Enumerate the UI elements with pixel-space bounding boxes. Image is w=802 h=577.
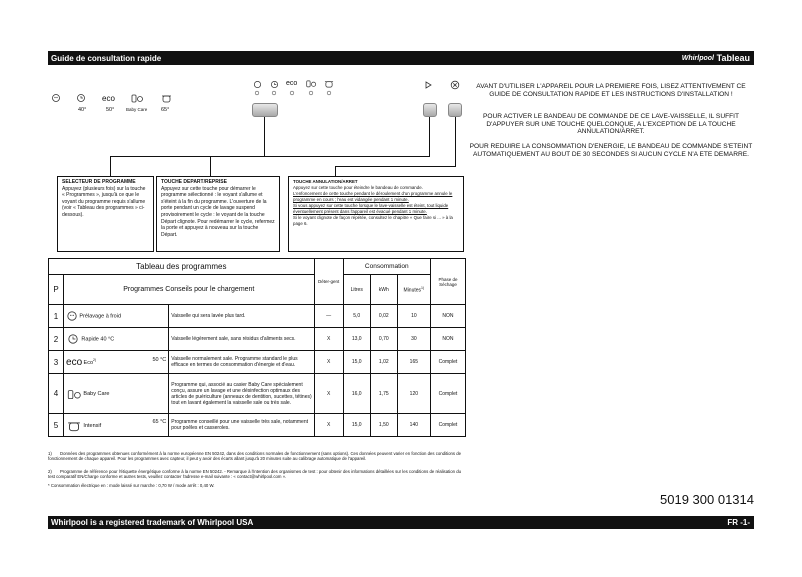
col-detergent: Déter-gent — [314, 259, 343, 305]
connector-line — [210, 156, 430, 157]
row-drying: Complet — [430, 374, 465, 414]
start-text: Appuyez sur cette touche pour démarrer le programme sélectionné : le voyant s'allume et s'éteint à la fin du programme. L'ouverture de la porte pendant un cycle de lavage suspend provisoirement le cycle : le voyant de la touche Départ clignote. Pour redémarrer le cycle, refermez la porte et appuyez à nouveau sur la touche Départ. — [161, 185, 275, 238]
start-title: TOUCHE DEPART/REPRISE — [161, 179, 227, 185]
prewash-icon — [51, 93, 61, 103]
start-info-box — [156, 176, 280, 252]
page-number: FR -1- — [727, 518, 750, 527]
row-litres: 15,0 — [343, 351, 370, 374]
row-minutes: 140 — [397, 414, 430, 437]
cancel-text-2: L'enfoncement de cette touche pendant le déroulement d'un programme annule le programme en cours ; l'eau est vidangée pendant 1 minute. — [293, 191, 453, 202]
section-title: Tableau — [716, 53, 750, 63]
rapid-icon — [76, 93, 86, 103]
connector-line — [455, 117, 456, 167]
connector-line — [429, 117, 430, 157]
panel-right-icons — [250, 78, 350, 98]
row-name: Rapide 40 °C — [81, 336, 115, 343]
table-title: Tableau des programmes — [49, 259, 315, 275]
row-name: Baby Care — [83, 390, 110, 397]
row-drying: Complet — [430, 414, 465, 437]
row-kwh: 0,02 — [370, 305, 397, 328]
row-temp: 50 °C — [152, 356, 167, 363]
col-minutes-sup: 1) — [421, 285, 425, 290]
row-detergent: X — [314, 351, 343, 374]
row-program — [64, 374, 169, 414]
row-drying: Complet — [430, 351, 465, 374]
program-selector-button[interactable] — [252, 103, 278, 117]
row-drying: NON — [430, 305, 465, 328]
row-detergent: X — [314, 328, 343, 351]
cancel-text-1: Appuyez sur cette touche pour éteindre le bandeau de commande. — [293, 185, 423, 190]
program-table — [48, 258, 466, 437]
led-row-icon — [253, 90, 337, 96]
warning-energy: POUR REDUIRE LA CONSOMMATION D'ENERGIE, LE BANDEAU DE COMMANDE S'ETEINT AUTOMATIQUEMENT AU BOUT DE 30 SECONDES SI AUCUN CYCLE N'A ETE DEMARRE. — [469, 143, 753, 158]
row-advice: Programme conseillé pour une vaisselle très sale, notamment pour poêles et casseroles. — [169, 414, 314, 437]
footnote-1-label: 1) — [48, 451, 52, 456]
connector-line — [335, 166, 336, 176]
prewash-icon-small — [253, 80, 262, 89]
play-icon — [423, 80, 433, 90]
row-name-sup: 2) — [93, 357, 97, 362]
warning-first-use: AVANT D'UTILISER L'APPAREIL POUR LA PREMIERE FOIS, LISEZ ATTENTIVEMENT CE GUIDE DE CONSULTATION RAPIDE ET LES INSTRUCTIONS D'INSTALLATION ! — [476, 83, 746, 98]
row-detergent: X — [314, 374, 343, 414]
babycare-icon — [66, 387, 82, 400]
row-minutes: 10 — [397, 305, 430, 328]
col-programs: Programmes Conseils pour le chargement — [64, 275, 315, 305]
table-row — [49, 351, 466, 374]
table-row — [49, 414, 466, 437]
eco-label-small: eco — [286, 80, 298, 87]
header-bar — [48, 51, 754, 65]
cancel-text-3: Si vous appuyez sur cette touche lorsque le lave-vaisselle est éteint, tout liquide éventuellement présent dans l'appareil est évacué pendant 1 minute. — [293, 203, 449, 214]
document-number: 5019 300 01314 — [660, 492, 754, 507]
footnote-3: * Consommation électrique en : mode laissé sur marche : 0,70 W / mode arrêt : 0,40 W. — [48, 483, 215, 488]
temp-label-40: 40° — [78, 107, 87, 113]
start-resume-button[interactable] — [423, 103, 437, 117]
footnote-1-text: Données des programmes obtenues conformément à la norme européenne EN 50242, dans des conditions normales de fonctionnement (sans options). Ces données peuvent varier en fonction des conditions de fonctionnement de chaque appareil. Pour les programmes avec capteur, il peut y avoir des écarts allant jusqu'à 20 minutes suite au calibrage automatique de l'appareil. — [48, 451, 462, 462]
selector-info-box — [57, 176, 154, 252]
panel-left-icons — [48, 90, 188, 120]
col-p: P — [49, 275, 64, 305]
row-name: Prélavage à froid — [79, 313, 122, 320]
trademark-text: Whirlpool is a registered trademark of Whirlpool USA — [51, 518, 254, 527]
row-drying: NON — [430, 328, 465, 351]
row-p: 5 — [49, 414, 64, 437]
row-kwh: 0,70 — [370, 328, 397, 351]
header-title: Guide de consultation rapide — [51, 53, 162, 63]
babycare-icon — [130, 92, 144, 103]
eco-logo: eco — [66, 356, 83, 368]
row-kwh: 1,75 — [370, 374, 397, 414]
row-litres: 13,0 — [343, 328, 370, 351]
connector-line — [264, 117, 265, 157]
table-row — [49, 374, 466, 414]
row-minutes: 165 — [397, 351, 430, 374]
temp-label-65: 65° — [161, 107, 170, 113]
babycare-label: Baby Care — [126, 107, 148, 112]
col-drying: Phase de Séchage — [430, 259, 465, 305]
row-advice: Vaisselle qui sera lavée plus tard. — [169, 305, 314, 328]
row-advice: Programme qui, associé au casier Baby Care spécialement conçu, assure un lavage et une désinfection optimaux des articles de puériculture (anneaux de dentition, sucettes, tétines) tout en lavant également la vaisselle sale ou très sale. — [169, 374, 314, 414]
connector-line — [335, 166, 456, 167]
cancel-text-4: Si le voyant clignote de façon répétée, consultez le chapitre « Que faire si ... » à la page 6. — [293, 215, 453, 226]
warning-activate: POUR ACTIVER LE BANDEAU DE COMMANDE DE CE LAVE-VAISSELLE, IL SUFFIT D'APPUYER SUR UNE TOUCHE QUELCONQUE, A L'EXCEPTION DE LA TOUCHE ANNULATION/ARRET. — [483, 113, 739, 136]
intensive-icon — [161, 93, 172, 103]
row-program — [64, 305, 169, 328]
footer-bar — [48, 516, 754, 529]
footnote-2-label: 2) — [48, 469, 52, 474]
row-advice: Vaisselle légèrement sale, sans résidus d'aliments secs. — [169, 328, 314, 351]
intensive-icon — [66, 419, 82, 432]
intensive-icon-small — [324, 79, 334, 88]
col-minutes-label: Minutes — [403, 287, 422, 294]
table-row — [49, 305, 466, 328]
prewash-icon — [66, 310, 78, 322]
row-temp: 65 °C — [152, 418, 167, 425]
cancel-info-box — [288, 176, 464, 252]
col-kwh: kWh — [370, 275, 397, 305]
rapid-icon-small — [270, 80, 279, 89]
col-consumption: Consommation — [343, 259, 430, 275]
row-p: 1 — [49, 305, 64, 328]
row-name: Eco — [83, 359, 94, 366]
row-advice: Vaisselle normalement sale. Programme standard le plus efficace en termes de consommation d'énergie et d'eau. — [169, 351, 314, 374]
connector-line — [110, 156, 111, 176]
row-p: 4 — [49, 374, 64, 414]
row-p: 3 — [49, 351, 64, 374]
row-minutes: 30 — [397, 328, 430, 351]
row-detergent: — — [314, 305, 343, 328]
brand-logo: Whirlpool — [681, 54, 714, 62]
row-program — [64, 328, 169, 351]
cancel-icon — [450, 80, 460, 90]
selector-text: Appuyez (plusieurs fois) sur la touche « Programmes », jusqu'à ce que le voyant du programme requis s'allume (voir « Tableau des programmes » ci-dessous). — [62, 185, 146, 218]
row-program — [64, 351, 169, 374]
footnote-1 — [48, 451, 468, 462]
col-litres: Litres — [343, 275, 370, 305]
col-minutes — [397, 275, 430, 305]
cancel-title: TOUCHE ANNULATION/ARRET — [293, 179, 358, 184]
row-p: 2 — [49, 328, 64, 351]
table-row — [49, 328, 466, 351]
row-kwh: 1,02 — [370, 351, 397, 374]
row-kwh: 1,50 — [370, 414, 397, 437]
rapid-icon — [66, 333, 80, 345]
selector-title: SELECTEUR DE PROGRAMME — [62, 179, 136, 185]
row-litres: 15,0 — [343, 414, 370, 437]
row-litres: 16,0 — [343, 374, 370, 414]
connector-line — [210, 156, 211, 176]
row-name: Intensif — [83, 422, 102, 429]
cancel-stop-button[interactable] — [448, 103, 462, 117]
row-minutes: 120 — [397, 374, 430, 414]
row-program — [64, 414, 169, 437]
eco-label: eco — [102, 94, 115, 103]
row-detergent: X — [314, 414, 343, 437]
temp-label-50: 50° — [106, 107, 115, 113]
footnote-2 — [48, 469, 468, 480]
babycare-icon-small — [305, 78, 317, 88]
row-litres: 5,0 — [343, 305, 370, 328]
footnote-2-text: Programme de référence pour l'étiquette énergétique conforme à la norme EN 50242. - Remarque à l'intention des organismes de test : pour obtenir des informations détaillées sur les conditions de réalisation du test comparatif EN/Charge conforme et autres tests, veuillez contacter l'adresse e-mail suivante : « contact@whirlpool.com ». — [48, 469, 461, 480]
